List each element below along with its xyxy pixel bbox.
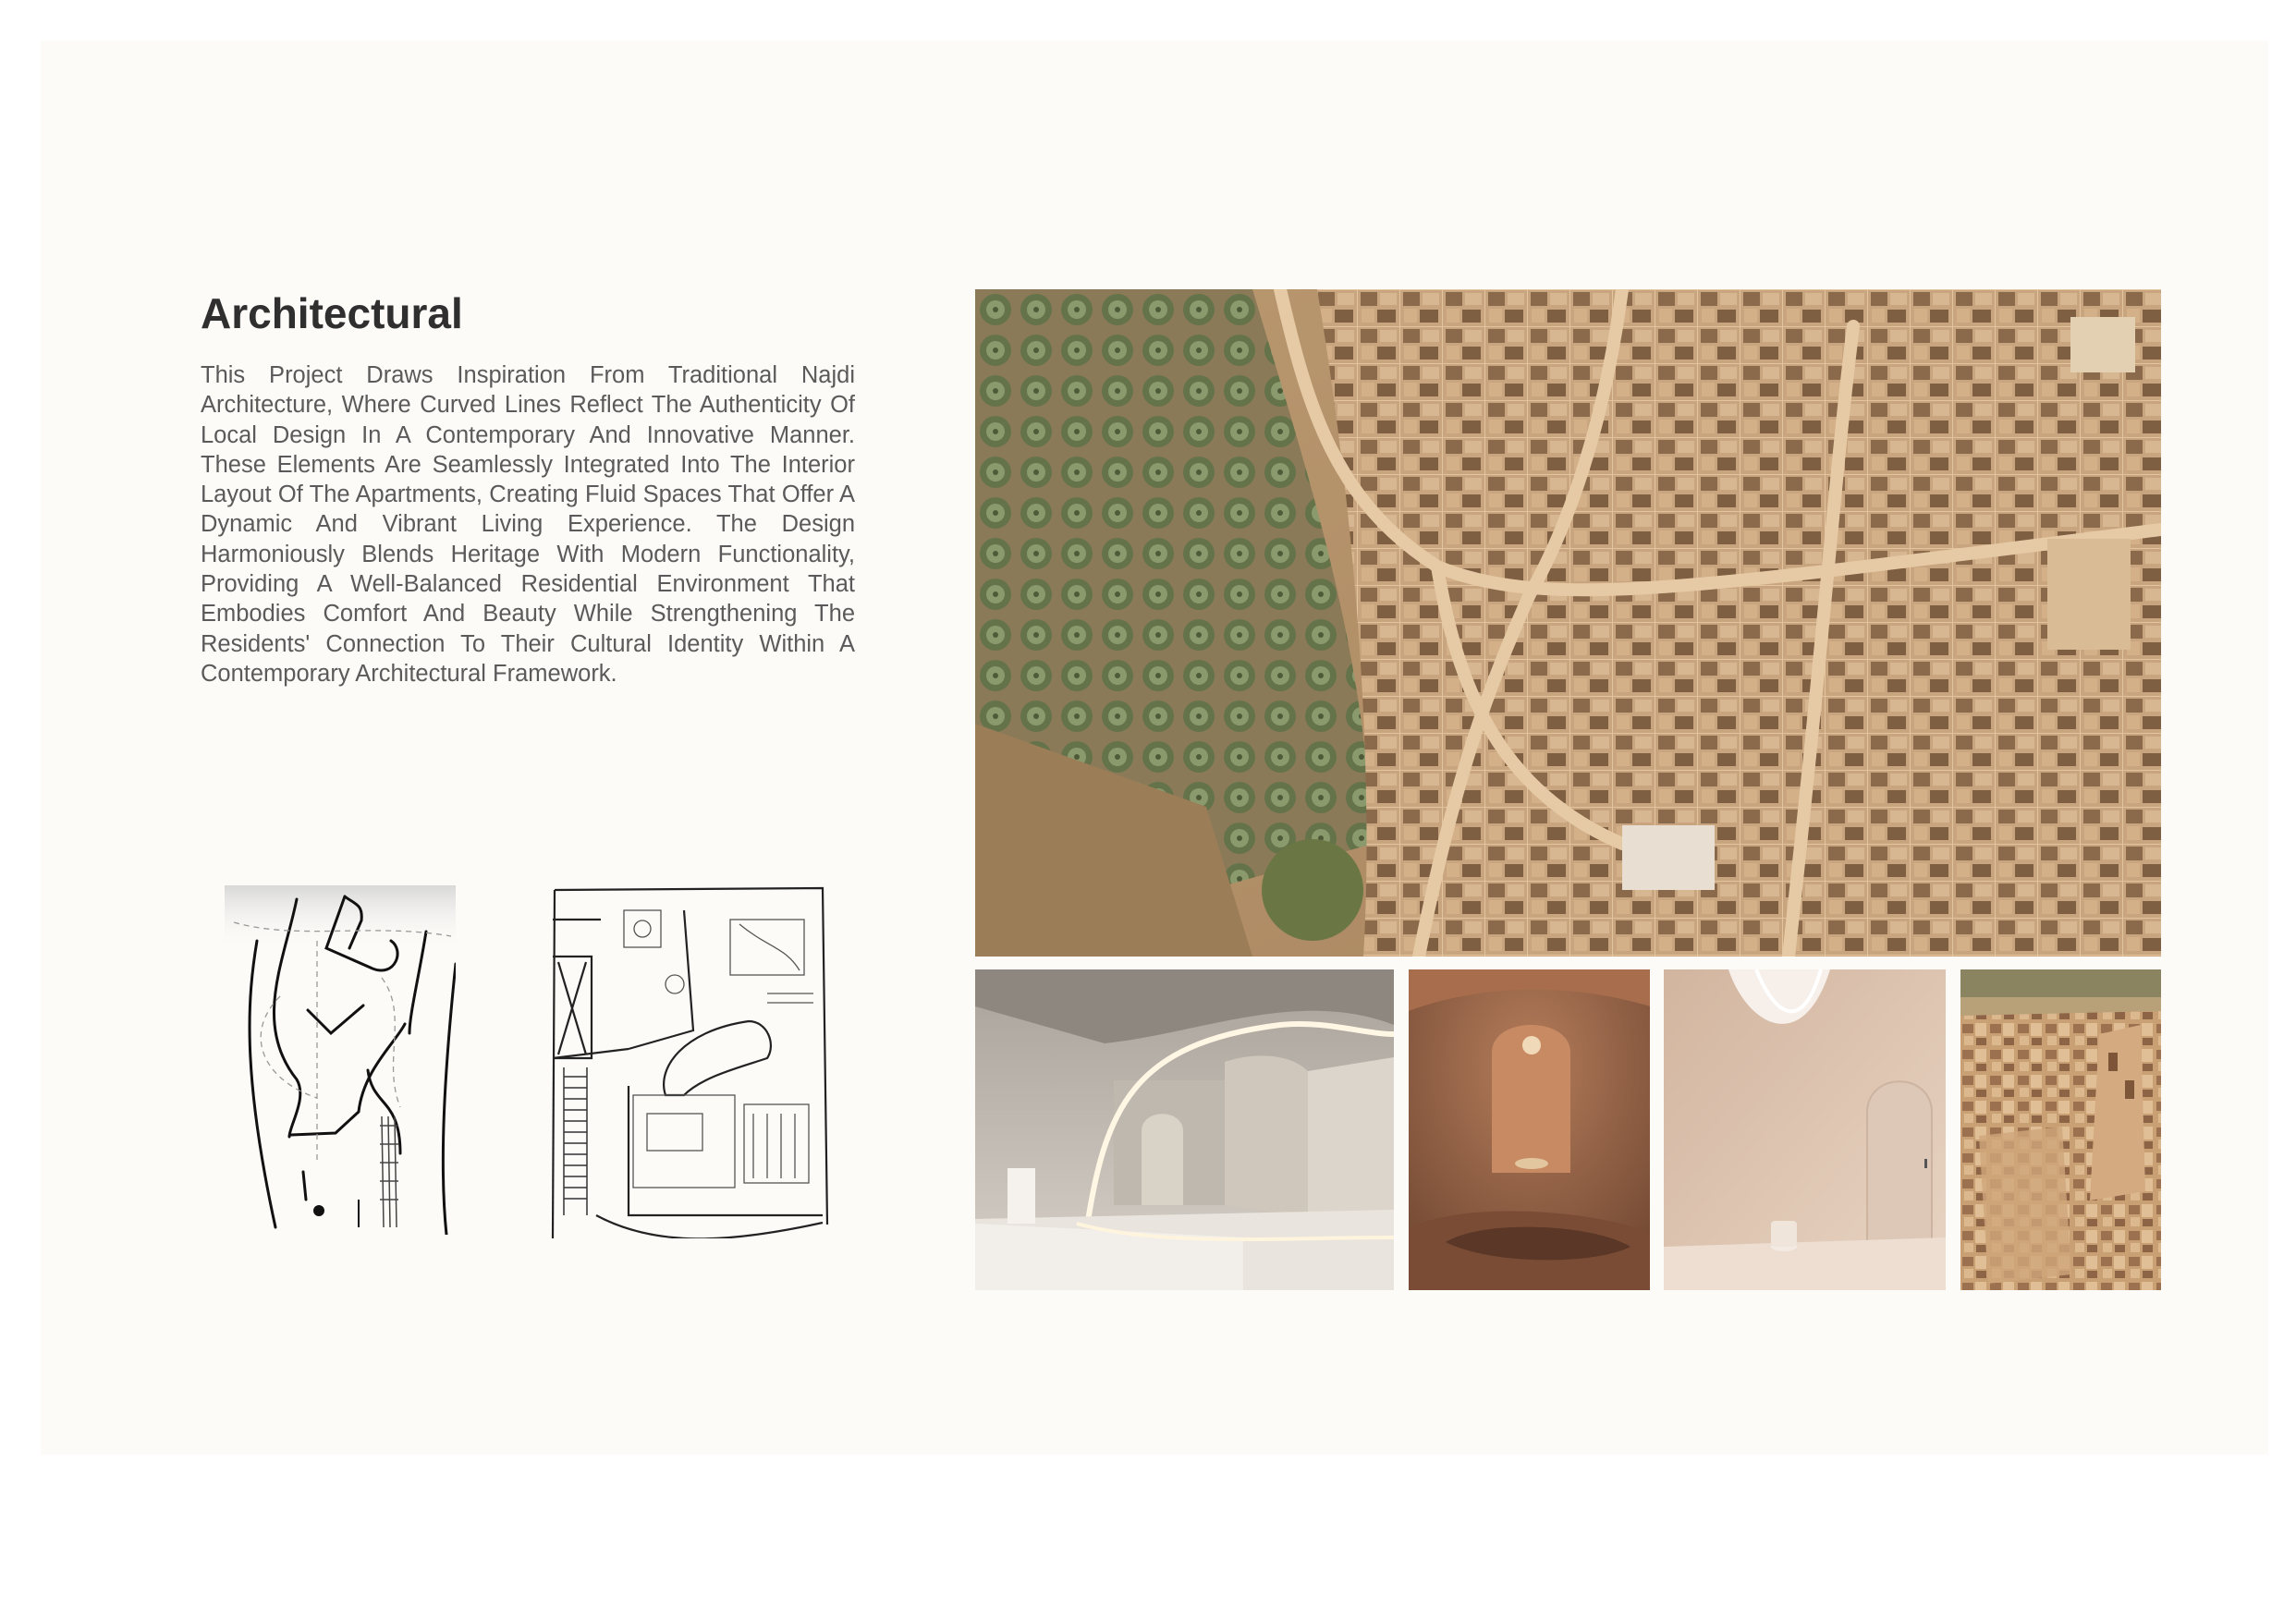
section-description: This Project Draws Inspiration From Traditional Najdi Architecture, Where Curved Lines Reflect The Authenticity Of Local Design In A Contemporary And Innovative Manner. These Elements Are Seamlessly Integrated Into The Interior Layout Of The Apartments, Creating Fluid Spaces That Offer A Dynamic And Vibrant Living Experience. The Design Harmoniously Blends Heritage With Modern Functionality, Providing A Well-Balanced Residential Environment That Embodies Comfort And Beauty While Strengthening The Residents' Connection To Their Cultural Identity Within A Contemporary Architectural Framework. <box>201 362 855 687</box>
curved-concept-sketch <box>225 885 456 1235</box>
terracotta-niche-interior-photo <box>1409 969 1650 1290</box>
mud-brick-ruins-photo <box>1960 969 2161 1290</box>
curved-bedroom-interior-photo <box>975 969 1394 1290</box>
apartment-floor-plan-sketch <box>545 883 832 1238</box>
arched-doorway-interior-photo <box>1664 969 1946 1290</box>
najdi-village-aerial-photo <box>975 289 2161 957</box>
section-title: Architectural <box>201 289 463 337</box>
